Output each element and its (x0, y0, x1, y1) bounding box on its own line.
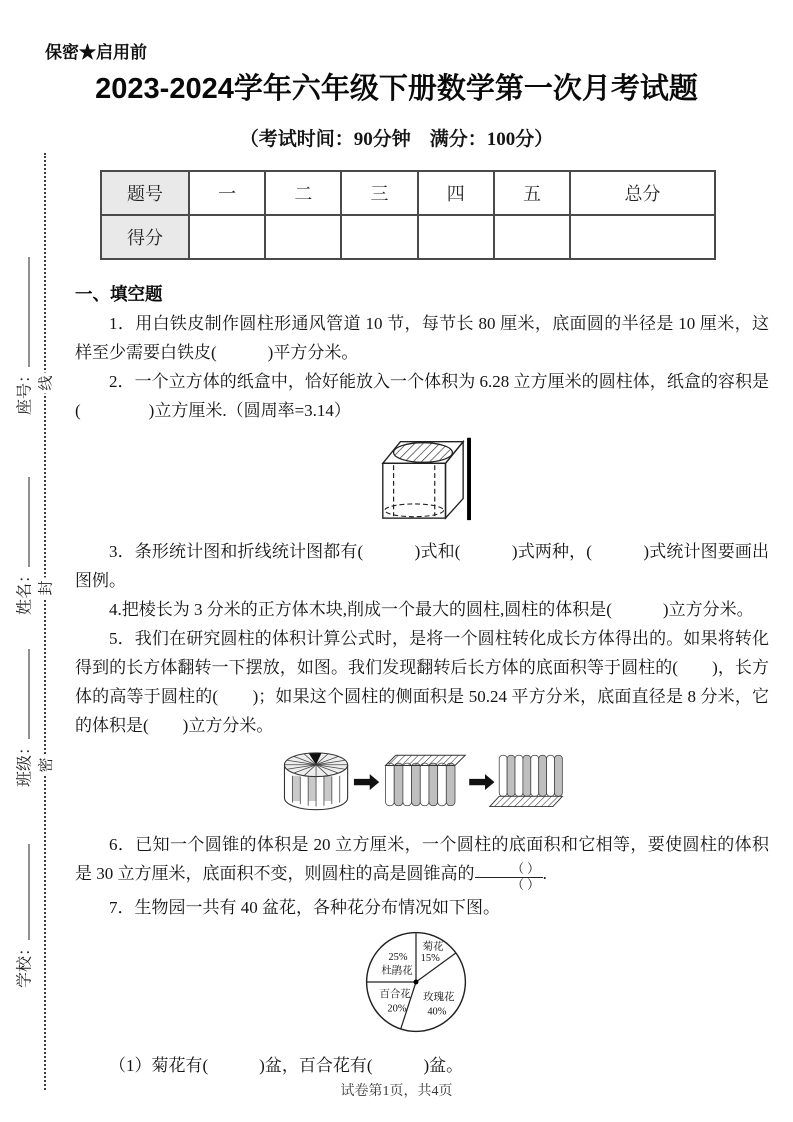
pie-pct-meigui: 40% (427, 1006, 447, 1018)
score-table-header-row (101, 171, 715, 215)
question-6-text: 6．已知一个圆锥的体积是 20 立方厘米，一个圆柱的底面积和它相等，要使圆柱的体积是 30 立方厘米，底面积不变，则圆柱的高是圆锥高的 (75, 835, 769, 883)
pie-label-baihe: 百合花 (379, 989, 411, 1001)
question-area (75, 279, 769, 1080)
cube-cylinder-figure (363, 428, 769, 534)
confidential-label: 保密★启用前 (45, 43, 147, 62)
arrow-icon (354, 774, 379, 790)
seal-char-mi: 密 (35, 754, 56, 775)
score-cell (265, 215, 341, 259)
school-label: 学校： (16, 939, 34, 988)
score-table (100, 170, 716, 260)
pie-chart-drawing (359, 925, 473, 1039)
score-cell (418, 215, 494, 259)
name-blank (16, 477, 30, 567)
fraction-denominator: （ ） (511, 878, 540, 892)
score-col-1: 一 (189, 171, 265, 215)
score-col-4: 四 (418, 171, 494, 215)
seat-number-field (12, 245, 35, 415)
page-footer: 试卷第1页，共4页 (340, 1084, 453, 1099)
score-row-label: 得分 (101, 215, 189, 259)
score-cell (189, 215, 265, 259)
pie-pct-baihe: 20% (387, 1003, 407, 1015)
cylinder-transform-drawing (275, 743, 575, 818)
question-6 (75, 830, 769, 893)
arrow-icon (469, 774, 494, 790)
score-col-total: 总分 (570, 171, 715, 215)
pie-pct-dujuan: 25% (388, 952, 408, 964)
seat-number-blank (16, 257, 30, 367)
seal-char-feng: 封 (35, 577, 56, 598)
question-7-sub1: （1）菊花有( )盆，百合花有( )盆。 (109, 1056, 464, 1075)
score-cell (570, 215, 715, 259)
seal-char-xian: 线 (35, 372, 56, 393)
class-field (12, 637, 35, 787)
exam-info: （考试时间：90分钟 满分：100分） (239, 129, 554, 150)
question-2: 2．一个立方体的纸盒中，恰好能放入一个体积为 6.28 立方厘米的圆柱体，纸盒的容积是( )立方厘米.（圆周率=3.14） (75, 372, 769, 420)
seal-dotted-line (44, 153, 46, 1090)
question-5: 5．我们在研究圆柱的体积计算公式时，是将一个圆柱转化成长方体得出的。如果将转化得到的长方体翻转一下摆放，如图。我们发现翻转后长方体的底面积等于圆柱的( )，长方体的高等于圆柱的( )；如果这个圆柱的侧面积是 50.24 平方分米，底面直径是 8 分米，它的体积是( )立方分米。 (75, 629, 769, 735)
score-cell (341, 215, 417, 259)
school-field (12, 828, 35, 988)
page-title: 2023-2024学年六年级下册数学第一次月考试题 (95, 73, 698, 105)
cylinder-transform-figure (275, 743, 769, 827)
question-6-suffix: . (542, 864, 547, 883)
pie-label-meigui: 玫瑰花 (423, 992, 455, 1004)
pie-label-dujuan: 杜鹃花 (381, 965, 413, 977)
cube-cylinder-drawing (363, 428, 481, 525)
question-3: 3．条形统计图和折线统计图都有( )式和( )式两种，( )式统计图要画出图例。 (75, 542, 769, 590)
class-blank (16, 649, 30, 739)
question-4: 4.把棱长为 3 分米的正方体木块,削成一个最大的圆柱,圆柱的体积是( )立方分米。 (109, 600, 754, 619)
score-col-2: 二 (265, 171, 341, 215)
score-col-5: 五 (494, 171, 570, 215)
question-1: 1．用白铁皮制作圆柱形通风管道 10 节，每节长 80 厘米，底面圆的半径是 10 厘米，这样至少需要白铁皮( )平方分米。 (75, 314, 769, 362)
school-blank (16, 844, 30, 940)
question-7: 7．生物园一共有 40 盆花，各种花分布情况如下图。 (109, 898, 500, 917)
score-table-score-row (101, 215, 715, 259)
section-heading: 一、填空题 (75, 284, 163, 304)
fraction-blank (475, 862, 543, 893)
score-col-3: 三 (341, 171, 417, 215)
pie-label-juhua: 菊花 (422, 941, 444, 953)
score-cell (494, 215, 570, 259)
flower-pie-chart (359, 925, 769, 1048)
class-label: 班级： (16, 738, 34, 787)
pie-pct-juhua: 15% (420, 953, 440, 965)
score-table-corner: 题号 (101, 171, 189, 215)
seat-number-label: 座号： (16, 366, 34, 415)
name-label: 姓名： (16, 566, 34, 615)
name-field (12, 465, 35, 615)
pie-center-dot (414, 980, 419, 985)
fraction-numerator: （ ） (475, 862, 543, 878)
